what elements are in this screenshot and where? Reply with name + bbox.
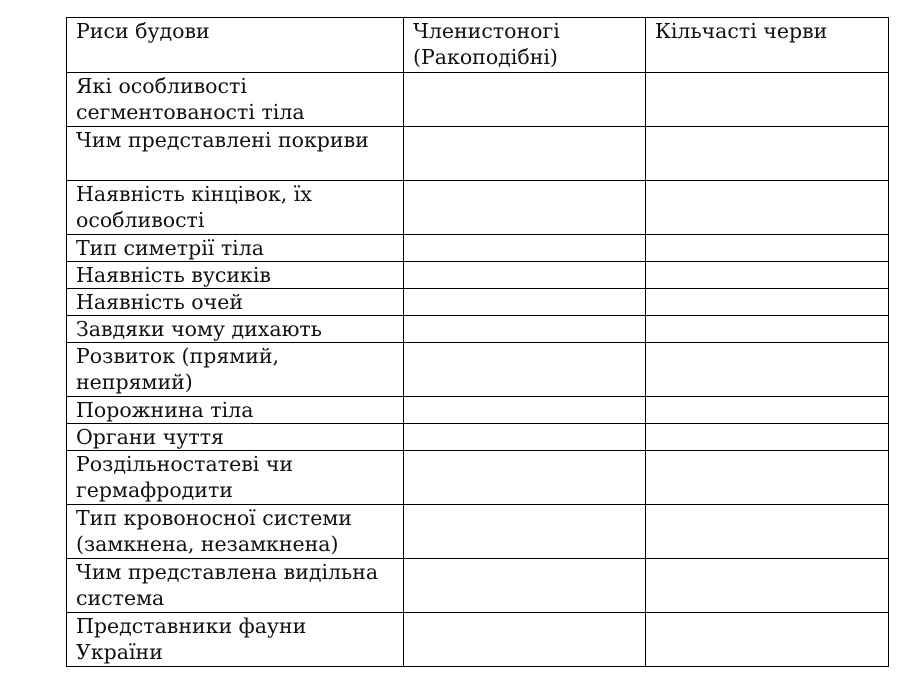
arthropods-answer-cell[interactable]	[404, 181, 646, 235]
arthropods-answer-cell[interactable]	[404, 343, 646, 397]
arthropods-answer-cell[interactable]	[404, 127, 646, 181]
table-row	[67, 235, 889, 262]
table-row	[67, 397, 889, 424]
table-row	[67, 181, 889, 235]
feature-cell: Чим представлена видільна система	[67, 559, 404, 613]
annelids-answer-cell[interactable]	[646, 127, 889, 181]
arthropods-answer-cell[interactable]	[404, 559, 646, 613]
arthropods-answer-cell[interactable]	[404, 235, 646, 262]
feature-cell: Органи чуття	[67, 424, 404, 451]
feature-cell: Наявність очей	[67, 289, 404, 316]
feature-cell: Порожнина тіла	[67, 397, 404, 424]
annelids-answer-cell[interactable]	[646, 262, 889, 289]
arthropods-answer-cell[interactable]	[404, 505, 646, 559]
feature-cell: Тип симетрії тіла	[67, 235, 404, 262]
annelids-answer-cell[interactable]	[646, 559, 889, 613]
table-row	[67, 316, 889, 343]
table-row	[67, 73, 889, 127]
annelids-answer-cell[interactable]	[646, 613, 889, 667]
table-row	[67, 505, 889, 559]
annelids-answer-cell[interactable]	[646, 343, 889, 397]
table-row	[67, 559, 889, 613]
feature-cell: Наявність кінцівок, їх особливості	[67, 181, 404, 235]
table-row	[67, 613, 889, 667]
annelids-answer-cell[interactable]	[646, 289, 889, 316]
annelids-answer-cell[interactable]	[646, 235, 889, 262]
header-cell-features: Риси будови	[67, 18, 404, 73]
annelids-answer-cell[interactable]	[646, 451, 889, 505]
annelids-answer-cell[interactable]	[646, 316, 889, 343]
table-row	[67, 424, 889, 451]
feature-cell: Наявність вусиків	[67, 262, 404, 289]
arthropods-answer-cell[interactable]	[404, 451, 646, 505]
annelids-answer-cell[interactable]	[646, 505, 889, 559]
comparison-table	[66, 17, 889, 667]
feature-cell: Роздільностатеві чи гермафродити	[67, 451, 404, 505]
annelids-answer-cell[interactable]	[646, 397, 889, 424]
feature-cell: Чим представлені покриви	[67, 127, 404, 181]
arthropods-answer-cell[interactable]	[404, 316, 646, 343]
arthropods-answer-cell[interactable]	[404, 73, 646, 127]
arthropods-answer-cell[interactable]	[404, 262, 646, 289]
table-row	[67, 127, 889, 181]
annelids-answer-cell[interactable]	[646, 424, 889, 451]
arthropods-answer-cell[interactable]	[404, 613, 646, 667]
feature-cell: Які особливості сегментованості тіла	[67, 73, 404, 127]
feature-cell: Завдяки чому дихають	[67, 316, 404, 343]
table-header-row	[67, 18, 889, 73]
arthropods-answer-cell[interactable]	[404, 424, 646, 451]
annelids-answer-cell[interactable]	[646, 181, 889, 235]
table-row	[67, 451, 889, 505]
feature-cell: Тип кровоносної системи (замкнена, незамкнена)	[67, 505, 404, 559]
table-row	[67, 289, 889, 316]
feature-cell: Представники фауни України	[67, 613, 404, 667]
feature-cell: Розвиток (прямий, непрямий)	[67, 343, 404, 397]
table-row	[67, 343, 889, 397]
annelids-answer-cell[interactable]	[646, 73, 889, 127]
arthropods-answer-cell[interactable]	[404, 289, 646, 316]
arthropods-answer-cell[interactable]	[404, 397, 646, 424]
table-row	[67, 262, 889, 289]
header-cell-arthropods: Членистоногі (Ракоподібні)	[404, 18, 646, 73]
header-cell-annelids: Кільчасті черви	[646, 18, 889, 73]
